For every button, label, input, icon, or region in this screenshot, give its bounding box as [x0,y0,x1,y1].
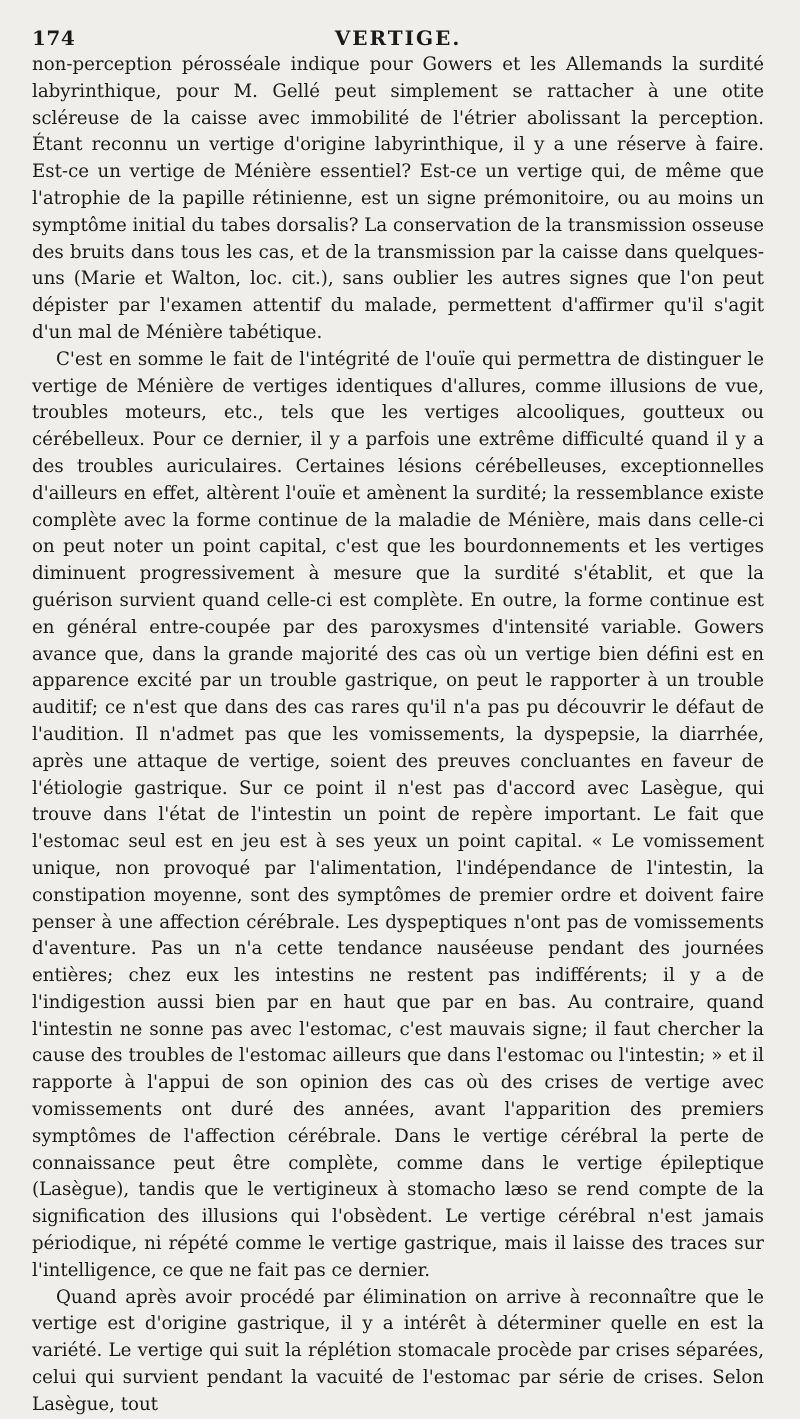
paragraph: Quand après avoir procédé par élimination on arrive à reconnaître que le vertige est d'origine gastrique, il y a intérêt à déterminer quelle en est la variété. Le vertige qui suit la réplétion stomacale procède par crises séparées, celui qui survient pendant la vacuité de l'estomac par série de crises. Selon Lasègue, tout [32,1286,764,1415]
running-head [32,22,764,52]
page-number: 174 [32,26,76,50]
body-text [32,52,764,1419]
paragraph-continued: non-perception pérosséale indique pour Gowers et les Allemands la surdité labyrinthique, pour M. Gellé peut simplement se rattacher à une otite scléreuse de la caisse avec immobilité de l'étrier abolissant la perception. Étant reconnu un vertige d'origine labyrinthique, il y a une réserve à faire. Est-ce un vertige de Ménière essentiel? Est-ce un vertige qui, de même que l'atrophie de la papille rétinienne, est un signe prémonitoire, ou au moins un symptôme initial du tabes dorsalis? La conservation de la transmission osseuse des bruits dans tous les cas, et de la transmission par la caisse dans quelques-uns (Marie et Walton, loc. cit.), sans oublier les autres signes que l'on peut dépister par l'examen attentif du malade, permettent d'affirmer qu'il s'agit d'un mal de Ménière tabétique. [32,54,764,343]
paragraph: C'est en somme le fait de l'intégrité de l'ouïe qui permettra de distinguer le vertige de Ménière de vertiges identiques d'allures, comme illusions de vue, troubles moteurs, etc., tels que les vertiges alcooliques, goutteux ou cérébelleux. Pour ce dernier, il y a parfois une extrême difficulté quand il y a des troubles auriculaires. Certaines lésions cérébelleuses, exceptionnelles d'ailleurs en effet, altèrent l'ouïe et amènent la surdité; la ressemblance existe complète avec la forme continue de la maladie de Ménière, mais dans celle-ci on peut noter un point capital, c'est que les bourdonnements et les vertiges diminuent progressivement à mesure que la surdité s'établit, et que la guérison survient quand celle-ci est complète. En outre, la forme continue est en général entre-coupée par des paroxysmes d'intensité variable. Gowers avance que, dans la grande majorité des cas où un vertige bien défini est en apparence excité par un trouble gastrique, on peut le rapporter à un trouble auditif; ce n'est que dans des cas rares qu'il n'a pas pu découvrir le défaut de l'audition. Il n'admet pas que les vomissements, la dyspepsie, la diarrhée, après une attaque de vertige, soient des preuves concluantes en faveur de l'étiologie gastrique. Sur ce point il n'est pas d'accord avec Lasègue, qui trouve dans l'état de l'intestin un point de repère important. Le fait que l'estomac seul est en jeu est à ses yeux un point capital. « Le vomissement unique, non provoqué par l'alimentation, l'indépendance de l'intestin, la constipation moyenne, sont des symptômes de premier ordre et doivent faire penser à une affection cérébrale. Les dyspeptiques n'ont pas de vomissements d'aventure. Pas un n'a cette tendance nauséeuse pendant des journées entières; chez eux les intestins ne restent pas indifférents; il y a de l'indigestion aussi bien par en haut que par en bas. Au contraire, quand l'intestin ne sonne pas avec l'estomac, c'est mauvais signe; il faut chercher la cause des troubles de l'estomac ailleurs que dans l'estomac ou l'intestin; » et il rapporte à l'appui de son opinion des cas où des crises de vertige avec vomissements ont duré des années, avant l'apparition des premiers symptômes de l'affection cérébrale. Dans le vertige cérébral la perte de connaissance peut être complète, comme dans le vertige épileptique (Lasègue), tandis que le vertigineux à stomacho læso se rend compte de la signification des illusions qui l'obsèdent. Le vertige cérébral n'est jamais périodique, ni répété comme le vertige gastrique, mais il laisse des traces sur l'intelligence, ce que ne fait pas ce dernier. [32,348,764,1281]
running-title: VERTIGE. [334,26,462,50]
